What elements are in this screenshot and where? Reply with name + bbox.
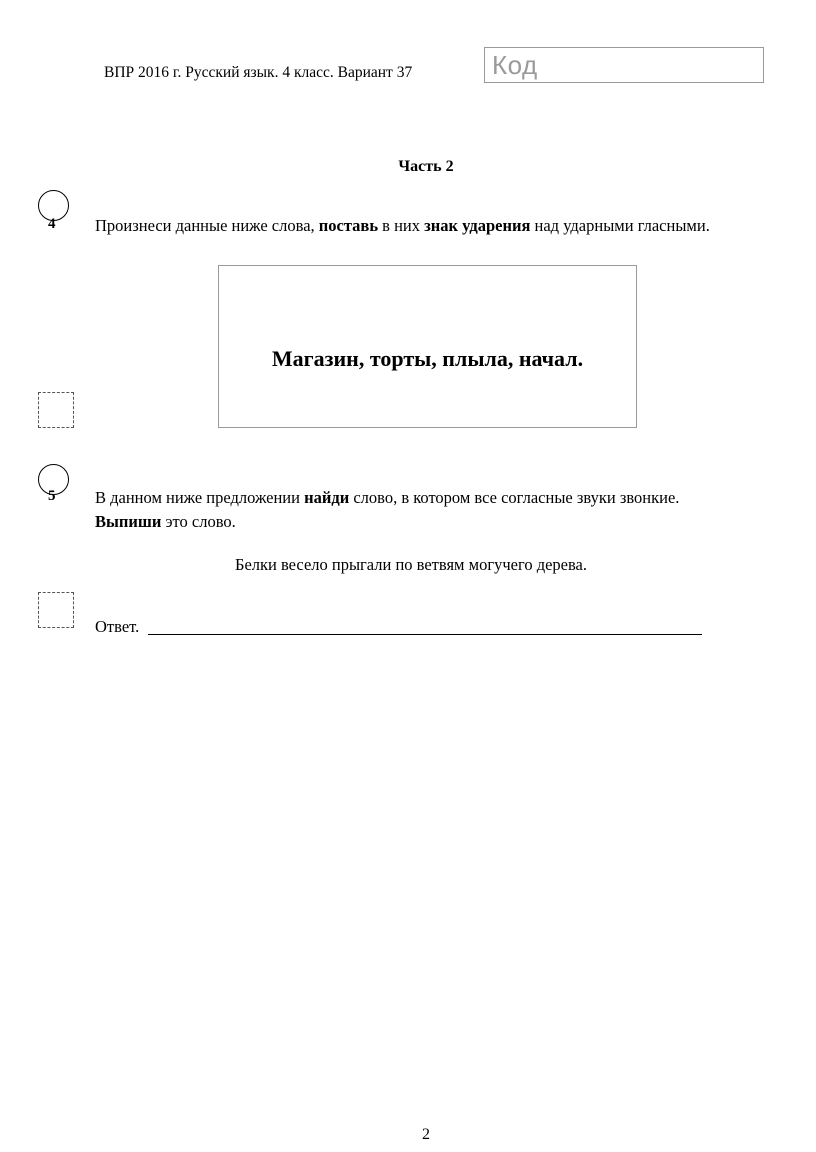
task-5-text-part: В данном ниже предложении <box>95 488 305 507</box>
task-5-bold-part: Выпиши <box>95 512 162 531</box>
task-4-bold-part: поставь <box>318 216 379 235</box>
page-number: 2 <box>422 1126 430 1143</box>
task-5-number: 5 <box>48 488 56 504</box>
task-4-instruction <box>95 214 715 238</box>
task-4-words: Магазин, торты, плыла, начал. <box>271 346 584 371</box>
task-5-text-part: это слово. <box>161 512 236 531</box>
task-5-bold-part: найди <box>304 488 350 507</box>
part-title: Часть 2 <box>398 158 454 175</box>
code-field[interactable] <box>484 47 764 83</box>
task-5-text-part: слово, в котором все согласные звуки звонкие. <box>349 488 680 507</box>
task-4-word-frame <box>218 265 637 428</box>
task-5-score-box[interactable] <box>38 592 74 628</box>
answer-line[interactable] <box>148 634 702 635</box>
answer-label: Ответ. <box>95 617 140 636</box>
task-4-text-part: над ударными гласными. <box>530 216 710 235</box>
task-4-bold-part: знак ударения <box>424 216 531 235</box>
code-label: Код <box>492 50 538 80</box>
task-4-number: 4 <box>48 216 56 232</box>
task-5-sentence: Белки весело прыгали по ветвям могучего дерева. <box>234 555 588 574</box>
task-4-score-box[interactable] <box>38 392 74 428</box>
header-title: ВПР 2016 г. Русский язык. 4 класс. Вариант 37 <box>104 64 413 81</box>
task-4-text-part: в них <box>378 216 425 235</box>
task-4-text-part: Произнеси данные ниже слова, <box>95 216 319 235</box>
task-5-instruction <box>95 486 715 534</box>
